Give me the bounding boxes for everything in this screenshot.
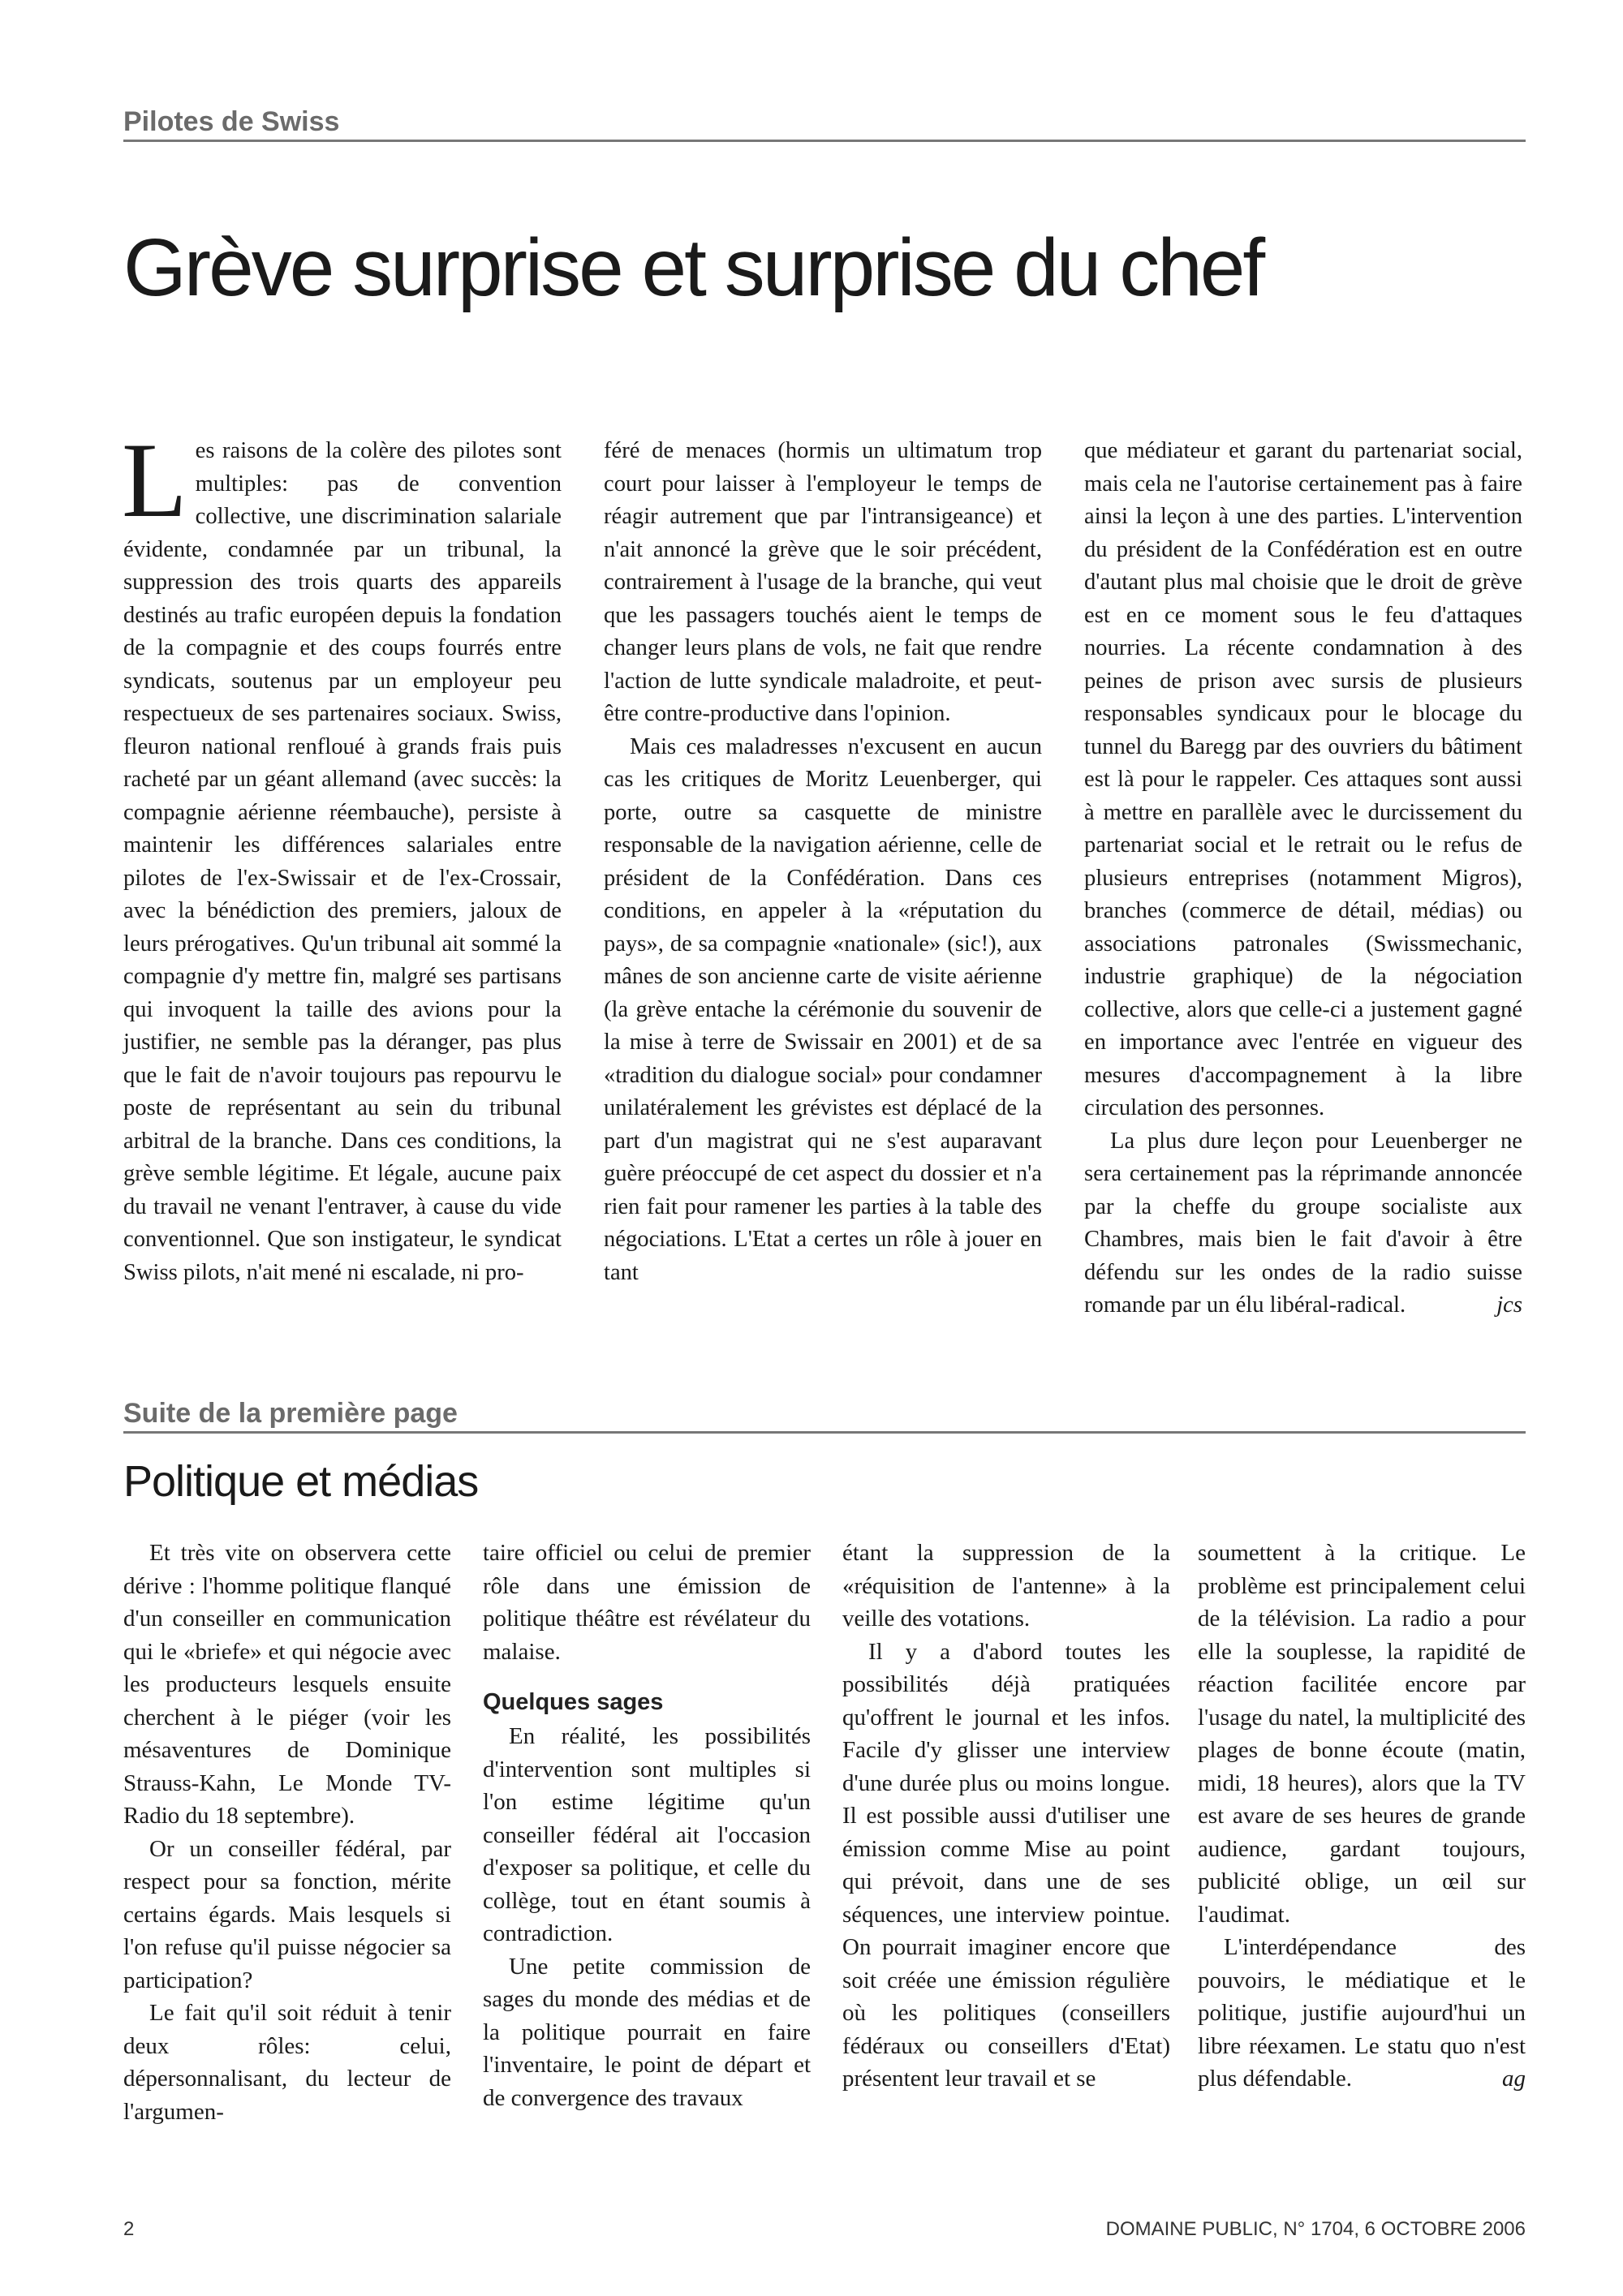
paragraph: Or un conseiller fédéral, par respect pour sa fonction, mérite certains égards. Mais lesquels si l'on refuse qu'il puisse négocier sa participation?: [123, 1835, 451, 1993]
drop-cap: L: [122, 420, 187, 540]
section-kicker-pilotes: Pilotes de Swiss: [123, 105, 1526, 142]
section-kicker-suite: Suite de la première page: [123, 1397, 1526, 1434]
author-signature: ag: [1502, 2066, 1526, 2092]
article-title: Grève surprise et surprise du chef: [123, 222, 1264, 313]
paragraph: Mais ces maladresses n'excusent en aucun cas les critiques de Moritz Leuenberger, qui porte, outre sa casquette de ministre responsable de la navigation aérienne, celle de président de la Confédération. Dans ces conditions, en appeler à la «réputation du pays», de sa compagnie «nationale» (sic!), aux mânes de son ancienne carte de visite aérienne (la grève entache la cérémonie du souvenir de la mise à terre de Swissair en 2001) et de sa «tradition du dialogue social» pour condamner unilatéralement les grévistes est déplacé de la part d'un magistrat qui ne s'est auparavant guère préoccupé de cet aspect du dossier et n'a rien fait pour ramener les parties à la table des négociations. L'Etat a certes un rôle à jouer en tant: [604, 733, 1042, 1285]
publication-info: DOMAINE PUBLIC, N° 1704, 6 OCTOBRE 2006: [1105, 2218, 1526, 2240]
paragraph: Et très vite on observera cette dérive : l'homme politique flanqué d'un conseiller en communication qui le «briefe» et qui négocie avec les producteurs lesquels ensuite cherchent à le piéger (voir les mésaventures de Dominique Strauss-Kahn, Le Monde TV-Radio du 18 septembre).: [123, 1540, 451, 1829]
article2-column-3: [842, 1537, 1170, 2096]
paragraph: taire officiel ou celui de premier rôle dans une émission de politique théâtre est révélateur du malaise.: [483, 1540, 811, 1665]
article1-column-2: [604, 435, 1042, 1289]
paragraph: En réalité, les possibilités d'intervention sont multiples si l'on estime légitime qu'un conseiller fédéral ait l'occasion d'exposer sa politique, et celle du collège, tout en étant soumis à contradiction.: [483, 1723, 811, 1946]
paragraph: Le fait qu'il soit réduit à tenir deux rôles: celui, dépersonnalisant, du lecteur de l'argumen-: [123, 2000, 451, 2125]
paragraph: La plus dure leçon pour Leuenberger ne sera certainement pas la réprimande annoncée par la cheffe du groupe socialiste aux Chambres, mais bien le fait d'avoir à être défendu sur les ondes de la radio suisse romande par un élu libéral-radical. jcs: [1084, 1125, 1522, 1322]
paragraph: féré de menaces (hormis un ultimatum trop court pour laisser à l'employeur le temps de réagir autrement que par l'intransigeance) et n'ait annoncé la grève que le soir précédent, contrairement à l'usage de la branche, qui veut que les passagers touchés aient le temps de changer leurs plans de vols, ne fait que rendre l'action de lutte syndicale maladroite, et peut-être contre-productive dans l'opinion.: [604, 438, 1042, 726]
paragraph: Il y a d'abord toutes les possibilités déjà pratiquées qu'offrent le journal et les infos. Facile d'y glisser une interview d'une durée plus ou moins longue. Il est possible aussi d'utiliser une émission comme Mise au point qui prévoit, dans une de ses séquences, une interview pointue. On pourrait imaginer encore que soit créée une émission régulière où les politiques (conseillers fédéraux ou conseillers d'Etat) présentent leur travail et se: [842, 1638, 1170, 2092]
article1-column-1: [122, 420, 562, 1289]
page-number: 2: [123, 2218, 135, 2240]
article2-column-4: [1198, 1537, 1526, 2096]
paragraph: L'interdépendance des pouvoirs, le médiatique et le politique, justifie aujourd'hui un libre réexamen. Le statu quo n'est plus défendable. ag: [1198, 1931, 1526, 2096]
subheading: Quelques sages: [483, 1689, 664, 1715]
article1-column-3: [1084, 435, 1522, 1322]
article-title-2: Politique et médias: [123, 1457, 479, 1506]
paragraph: Les raisons de la colère des pilotes sont multiples: pas de convention collective, une discrimination salariale évidente, condamnée par un tribunal, la suppression des trois quarts des appareils destinés au trafic européen depuis la fondation de la compagnie et des coups fourrés entre syndicats, soutenus par un employeur peu respectueux de ses partenaires sociaux. Swiss, fleuron national renfloué à grands frais puis racheté par un géant allemand (avec succès: la compagnie aérienne réembauche), persiste à maintenir les différences salariales entre pilotes de l'ex-Swissair et de l'ex-Crossair, avec la bénédiction des premiers, jaloux de leurs prérogatives. Qu'un tribunal ait sommé la compagnie d'y mettre fin, malgré ses partisans qui invoquent la taille des avions pour la justifier, ne semble pas la déranger, pas plus que le fait de n'avoir toujours pas repourvu le poste de représentant au sein du tribunal arbitral de la branche. Dans ces conditions, la grève semble légitime. Et légale, aucune paix du travail ne venant l'entraver, à cause du vide conventionnel. Que son instigateur, le syndicat Swiss pilots, n'ait mené ni escalade, ni pro-: [122, 420, 562, 1285]
article2-column-1: [123, 1537, 451, 2128]
paragraph: Une petite commission de sages du monde des médias et de la politique pourrait en faire l'inventaire, le point de départ et de convergence des travaux: [483, 1953, 811, 2111]
article2-column-2: [483, 1537, 811, 2114]
author-signature: jcs: [1496, 1292, 1522, 1318]
paragraph: soumettent à la critique. Le problème est principalement celui de la télévision. La radio a pour elle la souplesse, la rapidité de réaction facilitée encore par l'usage du natel, la multiplicité des plages de bonne écoute (matin, midi, 18 heures), alors que la TV est avare de ses heures de grande audience, gardant toujours, publicité oblige, un œil sur l'audimat.: [1198, 1540, 1526, 1928]
paragraph: étant la suppression de la «réquisition de l'antenne» à la veille des votations.: [842, 1540, 1170, 1632]
paragraph: que médiateur et garant du partenariat social, mais cela ne l'autorise certainement pas à faire ainsi la leçon à une des parties. L'intervention du président de la Confédération est en outre d'autant plus mal choisie que le droit de grève est en ce moment sous le feu d'attaques nourries. La récente condamnation à des peines de prison avec sursis de plusieurs responsables syndicaux pour le blocage du tunnel du Baregg par des ouvriers du bâtiment est là pour le rappeler. Ces attaques sont aussi à mettre en parallèle avec le durcissement du partenariat social et le retrait ou le refus de plusieurs entreprises (notamment Migros), branches (commerce de détail, médias) ou associations patronales (Swissmechanic, industrie graphique) de la négociation collective, alors que celle-ci a justement gagné en importance avec l'entrée en vigueur des mesures d'accompagnement à la libre circulation des personnes.: [1084, 438, 1522, 1120]
